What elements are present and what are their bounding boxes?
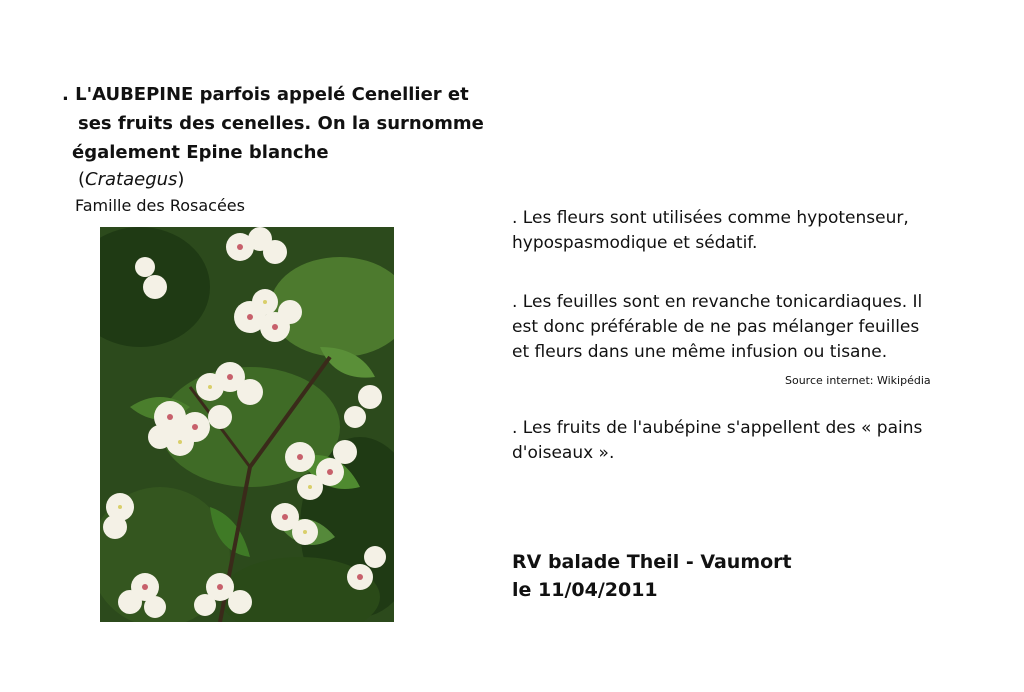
paragraph-1-line-1: . Les fleurs sont utilisées comme hypotenseur, [512,208,909,228]
latin-name [78,169,184,190]
latin-close-paren: ) [177,169,185,190]
footer-date: le 11/04/2011 [512,579,658,601]
paragraph-2-line-3: et fleurs dans une même infusion ou tisane. [512,342,888,362]
title-line-3: également Epine blanche [72,142,329,163]
hawthorn-photo [100,227,394,622]
paragraph-2-line-2: est donc préférable de ne pas mélanger feuilles [512,317,920,337]
title-line-2: ses fruits des cenelles. On la surnomme [78,113,484,134]
paragraph-1-line-2: hypospasmodique et sédatif. [512,233,758,253]
latin-genus: Crataegus [85,169,178,190]
paragraph-3-line-1: . Les fruits de l'aubépine s'appellent des « pains [512,418,923,438]
title-line-1: . L'AUBEPINE parfois appelé Cenellier et [62,84,469,105]
paragraph-2-line-1: . Les feuilles sont en revanche tonicardiaques. Il [512,292,923,312]
footer-event: RV balade Theil - Vaumort [512,551,792,573]
family-label: Famille des Rosacées [75,196,245,215]
source-credit: Source internet: Wikipédia [785,374,931,387]
paragraph-3-line-2: d'oiseaux ». [512,443,615,463]
latin-open-paren: ( [78,169,86,190]
